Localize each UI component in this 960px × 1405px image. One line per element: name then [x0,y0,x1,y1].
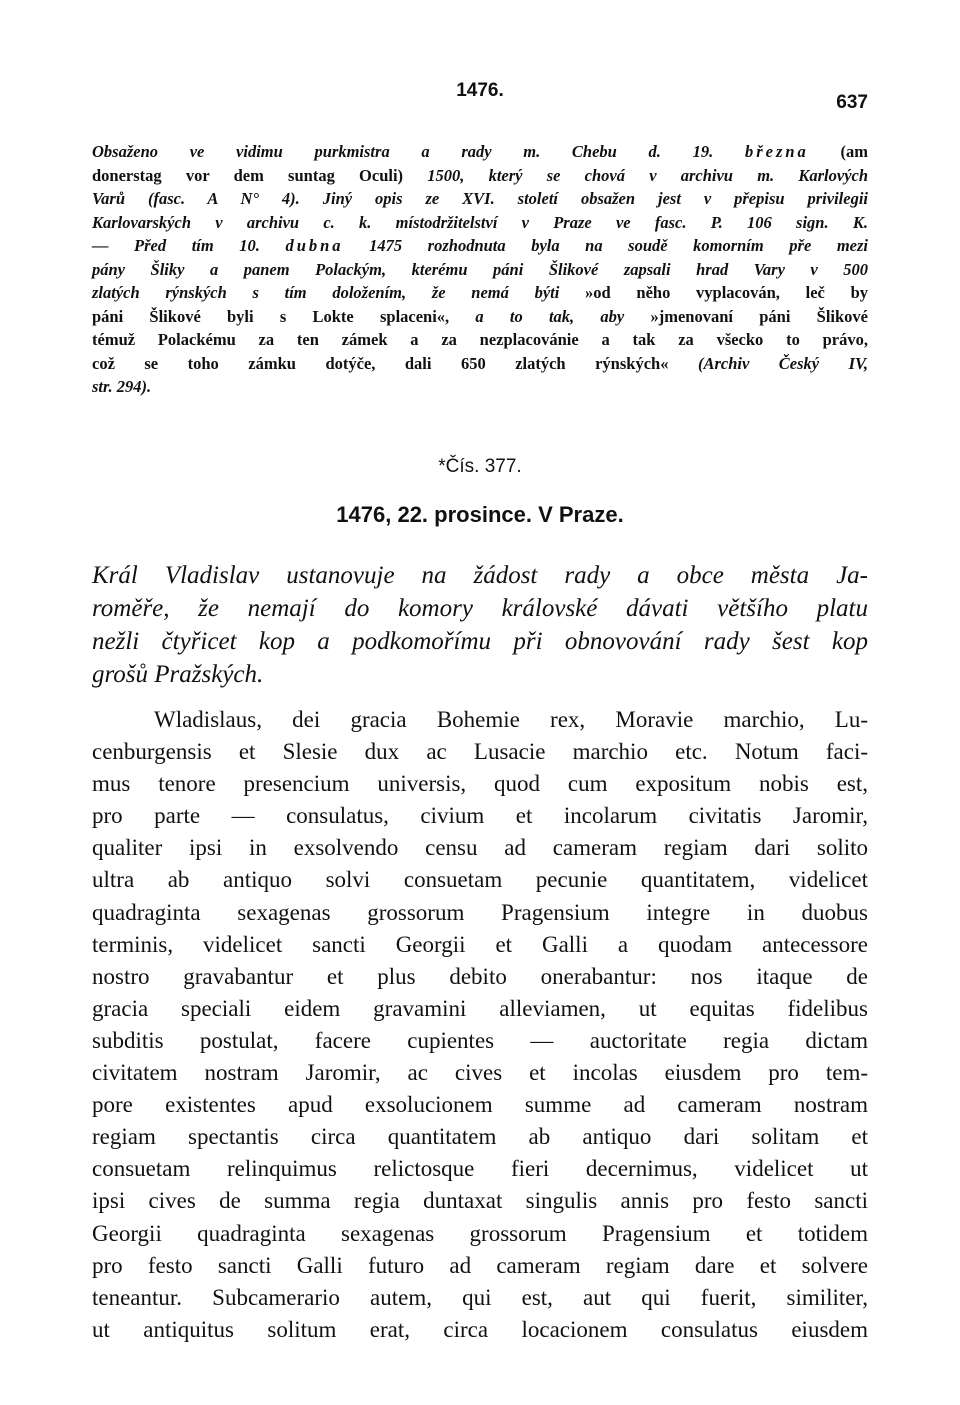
note-line: témuž Polackému za ten zámek a za nezplacovánie a tak za všecko to právo, [92,330,868,349]
running-year: 1476. [456,80,504,101]
running-header [0,80,960,113]
note-line: zlatých rýnských s tím doložením, že nemá býti »od něho vyplacován, leč by [92,283,869,302]
body-line: ipsi cives de summa regia duntaxat singulis annis pro festo sancti [92,1188,868,1214]
body-line: consuetam relinquimus relictosque fieri decernimus, videlicet ut [92,1156,868,1182]
regest-summary [92,559,868,691]
body-line: quadraginta sexagenas grossorum Pragensium integre in duobus [92,899,868,925]
body-line: ultra ab antiquo solvi consuetam pecunie quantitatem, videlicet [92,867,868,893]
body-line: civitatem nostram Jaromir, ac cives et incolas eiusdem pro tem- [92,1060,868,1086]
note-line: Varů (fasc. A N° 4). Jiný opis ze XVI. století obsažen jest v přepisu privilegii [92,189,868,208]
note-line: — Před tím 10. dubna 1475 rozhodnuta byla na soudě komorním pře mezi [92,236,869,255]
note-line: páni Šlikové byli s Lokte splaceni«, a to tak, aby »jmenovaní páni Šlikové [92,306,868,326]
body-line: Georgii quadraginta sexagenas grossorum Pragensium et totidem [92,1220,868,1246]
latin-charter-text [92,704,868,1346]
document-number: *Čís. 377. [438,456,522,477]
body-line: ut antiquitus solitum erat, circa locacionem consulatus eiusdem [92,1316,868,1342]
body-line: qualiter ipsi in exsolvendo censu ad cameram regiam dari solito [92,835,868,861]
document-date-heading: 1476, 22. prosince. V Praze. [336,502,624,527]
note-line: což se toho zámku dotýče, dali 650 zlatých rýnských« (Archiv Český IV, [92,353,869,373]
regest-line: grošů Pražských. [92,661,264,688]
regest-line: roměře, že nemají do komory královské dávati většího platu [92,595,868,622]
body-line: nostro gravabantur et plus debito onerabantur: nos itaque de [92,963,868,989]
note-line: pány Šliky a panem Polackým, kterému páni Šlikové zapsali hrad Vary v 500 [92,259,868,279]
note-line: Obsaženo ve vidimu purkmistra a rady m. Chebu d. 19. března (am [92,142,869,161]
body-line: cenburgensis et Slesie dux ac Lusacie marchio etc. Notum faci- [92,739,868,765]
body-line: pore existentes apud exsolucionem summe ad cameram nostram [92,1092,868,1118]
body-line: pro parte — consulatus, civium et incolarum civitatis Jaromir, [92,803,868,829]
body-line: subditis postulat, facere cupientes — auctoritate regia dictam [92,1027,868,1053]
body-line: regiam spectantis circa quantitatem ab antiquo dari solitam et [92,1124,868,1150]
regest-line: nežli čtyřicet kop a podkomořímu při obnovování rady šest kop [92,628,868,655]
page-number: 637 [836,92,868,113]
body-line: terminis, videlicet sancti Georgii et Galli a quodam antecessore [92,931,868,957]
regest-line: Král Vladislav ustanovuje na žádost rady a obce města Ja- [92,562,868,589]
note-line: donerstag vor dem suntag Oculi) 1500, který se chová v archivu m. Karlových [92,165,869,185]
body-line: pro festo sancti Galli futuro ad cameram regiam dare et solvere [92,1252,868,1278]
editorial-note [92,140,868,399]
note-line: str. 294). [92,377,152,396]
note-line: Karlovarských v archivu c. k. místodržitelství v Praze ve fasc. P. 106 sign. K. [92,212,868,232]
body-line: teneantur. Subcamerario autem, qui est, aut qui fuerit, similiter, [92,1284,868,1310]
body-line: Wladislaus, dei gracia Bohemie rex, Moravie marchio, Lu- [154,707,868,732]
body-line: mus tenore presencium universis, quod cum expositum nobis est, [92,771,868,797]
body-line: gracia speciali eidem gravamini alleviamen, ut equitas fidelibus [92,995,868,1021]
